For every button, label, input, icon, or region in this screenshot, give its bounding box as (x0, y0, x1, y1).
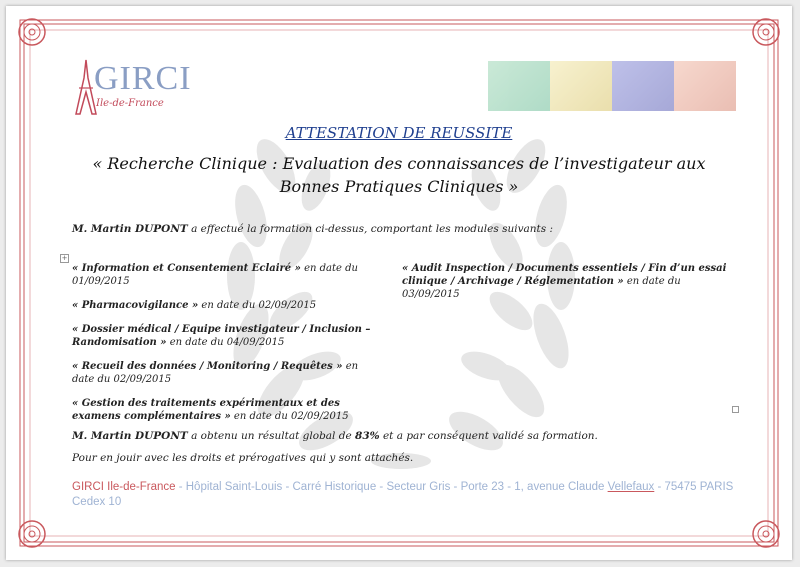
photo-research (550, 61, 612, 111)
module-item: « Information et Consentement Eclairé » en date du 01/09/2015 (72, 263, 358, 287)
table-resize-handle[interactable] (732, 406, 739, 413)
training-title: « Recherche Clinique : Evaluation des connaissances de l’investigateur aux Bonnes Pratiques Cliniques » (92, 154, 706, 196)
modules-right-column (402, 262, 732, 312)
photo-lab (488, 61, 550, 111)
footer-street: Vellefaux (607, 481, 655, 493)
logo-text: GIRCI (94, 60, 192, 97)
module-item: « Recueil des données / Monitoring / Requêtes » en date du 02/09/2015 (72, 361, 359, 385)
certificate-title: ATTESTATION DE REUSSITE (285, 124, 513, 142)
module-item: « Pharmacovigilance » en date du 02/09/2015 (72, 300, 317, 311)
module-item: « Gestion des traitements expérimentaux et des examens complémentaires » en date du 02/09/2015 (72, 398, 349, 422)
certificate-page (6, 6, 792, 560)
module-item: « Audit Inspection / Documents essentiels / Fin d’un essai clinique / Archivage / Réglementation » en date du 03/09/2015 (402, 263, 727, 300)
trainee-name: M. Martin DUPONT (72, 430, 188, 442)
logo-subtitle: Ile-de-France (96, 98, 164, 109)
score-value: 83% (355, 430, 380, 442)
trainee-name: M. Martin DUPONT (72, 223, 188, 235)
module-item: « Dossier médical / Equipe investigateur / Inclusion – Randomisation » en date du 04/09/2015 (72, 324, 371, 348)
rights-line: Pour en jouir avec les droits et prérogatives qui y sont attachés. (72, 452, 414, 464)
intro-line (72, 223, 553, 235)
header-photo-strip (488, 61, 736, 111)
photo-medical (612, 61, 674, 111)
footer-org: GIRCI Ile-de-France (72, 481, 176, 493)
table-move-handle[interactable]: + (61, 254, 68, 262)
intro-text: a effectué la formation ci-dessus, comportant les modules suivants : (187, 223, 554, 235)
girci-logo (66, 58, 206, 118)
modules-left-column (72, 262, 382, 434)
footer-address: GIRCI Ile-de-France - Hôpital Saint-Louis - Carré Historique - Secteur Gris - Porte 23 - 1, avenue Claude Vellefaux - 75475 PARIS Cedex 10 (72, 481, 734, 508)
photo-patient (674, 61, 736, 111)
result-line: M. Martin DUPONT a obtenu un résultat global de 83% et a par conséquent validé sa formation. (72, 430, 598, 442)
